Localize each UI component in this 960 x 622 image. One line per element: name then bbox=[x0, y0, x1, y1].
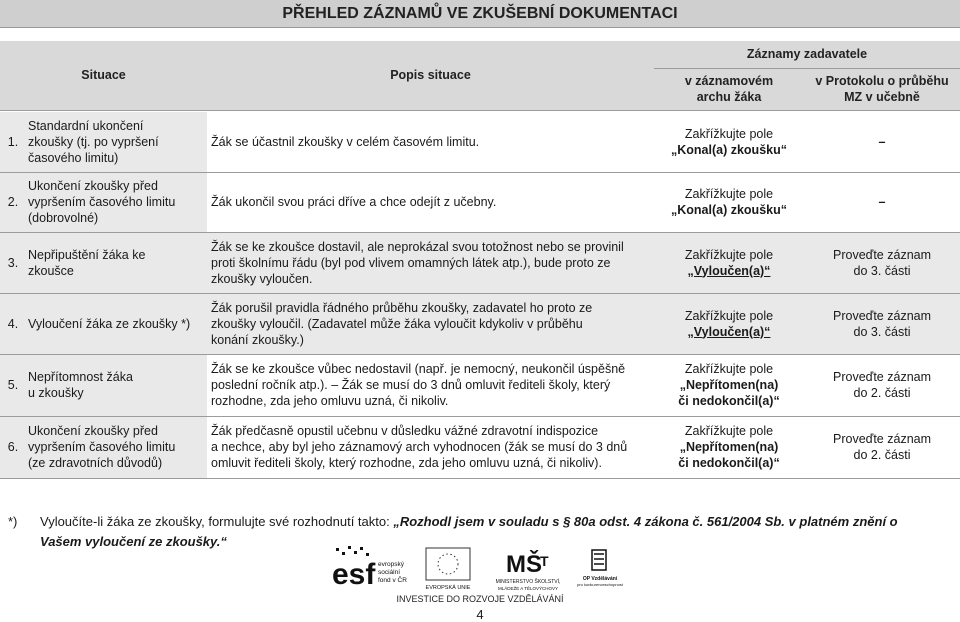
description-cell: Žák ukončil svou práci dříve a chce odejít z učebny. bbox=[207, 172, 654, 232]
protocol-cell: Proveďte záznam do 3. části bbox=[804, 293, 960, 354]
svg-text:evropský: evropský bbox=[378, 561, 405, 568]
footnote-text: Vyloučíte-li žáka ze zkoušky, formulujte své rozhodnutí takto: „Rozhodl jsem v souladu s § 80a odst. 4 zákona č. 561/2004 Sb. v platném znění o Vašem vyloučení ze zkoušky.“ bbox=[40, 514, 898, 549]
protocol-cell: – bbox=[804, 112, 960, 172]
archive-cell: Zakřížkujte pole „Konal(a) zkoušku“ bbox=[654, 172, 804, 232]
table-row: 2. Ukončení zkoušky před vypršením časového limitu (dobrovolné) Žák ukončil svou práci dříve a chce odejít z učebny. Zakřížkujte pole „Konal(a) zkoušku“ – bbox=[0, 172, 960, 232]
svg-text:MLÁDEŽE A TĚLOVÝCHOVY: MLÁDEŽE A TĚLOVÝCHOVY bbox=[498, 586, 558, 591]
protocol-cell: – bbox=[804, 172, 960, 232]
table-row: 3. Nepřipuštění žáka ke zkoušce Žák se ke zkoušce dostavil, ale neprokázal svou totožnost nebo se provinil proti školnímu řádu (byl pod vlivem omamných látek atp.), bude proto ze zkoušky vyloučen. Zakřížkujte pole „Vyloučen(a)“ Proveďte záznam do 3. části bbox=[0, 232, 960, 293]
header-popis: Popis situace bbox=[207, 41, 654, 110]
situation-cell: Nepřipuštění žáka ke zkoušce bbox=[26, 232, 207, 293]
situation-cell: Standardní ukončení zkoušky (tj. po vypršení časového limitu) bbox=[26, 112, 207, 172]
header-archiv: v záznamovém archu žáka bbox=[654, 68, 804, 110]
header-zaznamy: Záznamy zadavatele bbox=[654, 41, 960, 68]
records-table bbox=[0, 41, 960, 479]
situation-cell: Ukončení zkoušky před vypršením časového limitu (ze zdravotních důvodů) bbox=[26, 416, 207, 478]
svg-text:esf: esf bbox=[332, 558, 376, 591]
eu-flag-logo bbox=[426, 548, 471, 591]
header-situace: Situace bbox=[0, 41, 207, 110]
archive-cell: Zakřížkujte pole „Vyloučen(a)“ bbox=[654, 293, 804, 354]
svg-text:pro konkurenceschopnost: pro konkurenceschopnost bbox=[577, 582, 623, 587]
description-cell: Žák porušil pravidla řádného průběhu zkoušky, zadavatel ho proto ze zkoušky vyloučil. (Zadavatel může žáka vyloučit kdykoliv v průběhu konání zkoušky.) bbox=[207, 293, 654, 354]
description-cell: Žák předčasně opustil učebnu v důsledku vážné zdravotní indispozice a nechce, aby byl jeho záznamový arch vyhodnocen (žák se musí do 3 dnů omluvit řediteli školy, který rozhodne, zda jeho omluvu uzná, či nikoliv). bbox=[207, 416, 654, 478]
situation-cell: Ukončení zkoušky před vypršením časového limitu (dobrovolné) bbox=[26, 172, 207, 232]
description-cell: Žák se ke zkoušce vůbec nedostavil (např. je nemocný, neukončil úspěšně poslední ročník atp.). – Žák se musí do 3 dnů omluvit řediteli školy, který rozhodne, zda jeho omluvu uzná, či nikoliv. bbox=[207, 354, 654, 416]
investice-text: INVESTICE DO ROZVOJE VZDĚLÁVÁNÍ bbox=[396, 594, 564, 604]
svg-text:T: T bbox=[540, 553, 549, 569]
svg-text:MŠ: MŠ bbox=[506, 551, 542, 578]
table-row: 4. Vyloučení žáka ze zkoušky *) Žák porušil pravidla řádného průběhu zkoušky, zadavatel ho proto ze zkoušky vyloučil. (Zadavatel může žáka vyloučit kdykoliv v průběhu konání zkoušky.) Zakřížkujte pole „Vyloučen(a)“ Proveďte záznam do 3. části bbox=[0, 293, 960, 354]
funding-logos bbox=[330, 544, 630, 594]
protocol-cell: Proveďte záznam do 3. části bbox=[804, 232, 960, 293]
svg-text:sociální: sociální bbox=[378, 569, 401, 576]
archive-cell: Zakřížkujte pole „Vyloučen(a)“ bbox=[654, 232, 804, 293]
description-cell: Žák se účastnil zkoušky v celém časovém limitu. bbox=[207, 112, 654, 172]
page-number: 4 bbox=[476, 607, 484, 622]
archive-cell: Zakřížkujte pole „Nepřítomen(na) či nedokončil(a)“ bbox=[654, 354, 804, 416]
description-cell: Žák se ke zkoušce dostavil, ale neprokázal svou totožnost nebo se provinil proti školnímu řádu (byl pod vlivem omamných látek atp.), bude proto ze zkoušky vyloučen. bbox=[207, 232, 654, 293]
footnote-mark: *) bbox=[8, 514, 18, 529]
table-row: 6. Ukončení zkoušky před vypršením časového limitu (ze zdravotních důvodů) Žák předčasně opustil učebnu v důsledku vážné zdravotní indispozice a nechce, aby byl jeho záznamový arch vyhodnocen (žák se musí do 3 dnů omluvit řediteli školy, který rozhodne, zda jeho omluvu uzná, či nikoliv). Zakřížkujte pole „Nepřítomen(na) či nedokončil(a)“ Proveďte záznam do 2. části bbox=[0, 416, 960, 478]
svg-text:EVROPSKÁ UNIE: EVROPSKÁ UNIE bbox=[425, 585, 471, 591]
protocol-cell: Proveďte záznam do 2. části bbox=[804, 354, 960, 416]
protocol-cell: Proveďte záznam do 2. části bbox=[804, 416, 960, 478]
archive-cell: Zakřížkujte pole „Konal(a) zkoušku“ bbox=[654, 112, 804, 172]
archive-cell: Zakřížkujte pole „Nepřítomen(na) či nedokončil(a)“ bbox=[654, 416, 804, 478]
page-title: PŘEHLED ZÁZNAMŮ VE ZKUŠEBNÍ DOKUMENTACI bbox=[0, 0, 960, 28]
header-protokol: v Protokolu o průběhu MZ v učebně bbox=[804, 68, 960, 110]
msmt-logo bbox=[496, 550, 561, 591]
svg-text:MINISTERSTVO ŠKOLSTVÍ,: MINISTERSTVO ŠKOLSTVÍ, bbox=[495, 579, 561, 585]
situation-cell: Vyloučení žáka ze zkoušky *) bbox=[26, 293, 207, 354]
op-vk-logo bbox=[577, 550, 624, 587]
svg-text:OP Vzdělávání: OP Vzdělávání bbox=[582, 576, 618, 582]
table-row: 1. Standardní ukončení zkoušky (tj. po vypršení časového limitu) Žák se účastnil zkoušky v celém časovém limitu. Zakřížkujte pole „Konal(a) zkoušku“ – bbox=[0, 112, 960, 172]
situation-cell: Nepřítomnost žáka u zkoušky bbox=[26, 354, 207, 416]
svg-text:fond v ČR: fond v ČR bbox=[378, 577, 407, 584]
table-row: 5. Nepřítomnost žáka u zkoušky Žák se ke zkoušce vůbec nedostavil (např. je nemocný, neukončil úspěšně poslední ročník atp.). – Žák se musí do 3 dnů omluvit řediteli školy, který rozhodne, zda jeho omluvu uzná, či nikoliv. Zakřížkujte pole „Nepřítomen(na) či nedokončil(a)“ Proveďte záznam do 2. části bbox=[0, 354, 960, 416]
esf-logo bbox=[332, 546, 407, 591]
